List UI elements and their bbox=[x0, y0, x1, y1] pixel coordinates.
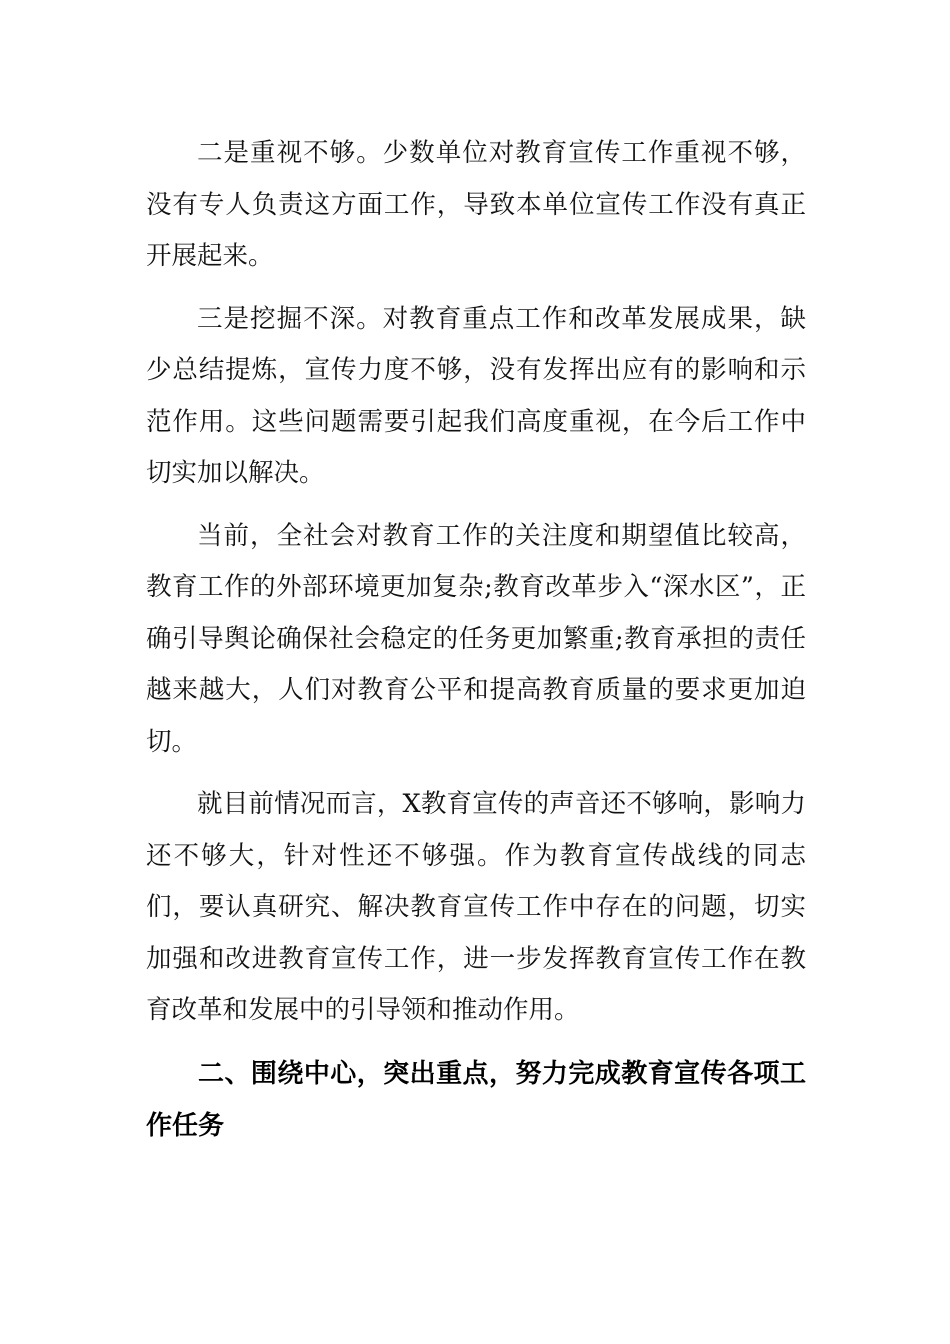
paragraph-current-situation: 当前，全社会对教育工作的关注度和期望值比较高，教育工作的外部环境更加复杂;教育改革步入“深水区”，正确引导舆论确保社会稳定的任务更加繁重;教育承担的责任越来越大，人们对教育公平和提高教育质量的要求更加迫切。 bbox=[146, 520, 806, 757]
paragraph-present-conditions: 就目前情况而言，X教育宣传的声音还不够响，影响力还不够大，针对性还不够强。作为教育宣传战线的同志们，要认真研究、解决教育宣传工作中存在的问题，切实加强和改进教育宣传工作，进一步发挥教育宣传工作在教育改革和发展中的引导领和推动作用。 bbox=[146, 789, 806, 1025]
paragraph-shallow-exploration: 三是挖掘不深。对教育重点工作和改革发展成果，缺少总结提炼，宣传力度不够，没有发挥出应有的影响和示范作用。这些问题需要引起我们高度重视，在今后工作中切实加以解决。 bbox=[146, 303, 806, 488]
section-heading: 二、围绕中心，突出重点，努力完成教育宣传各项工作任务 bbox=[146, 1058, 806, 1141]
document-body bbox=[146, 128, 806, 1152]
paragraph-insufficient-attention: 二是重视不够。少数单位对教育宣传工作重视不够，没有专人负责这方面工作，导致本单位宣传工作没有真正开展起来。 bbox=[146, 138, 806, 271]
